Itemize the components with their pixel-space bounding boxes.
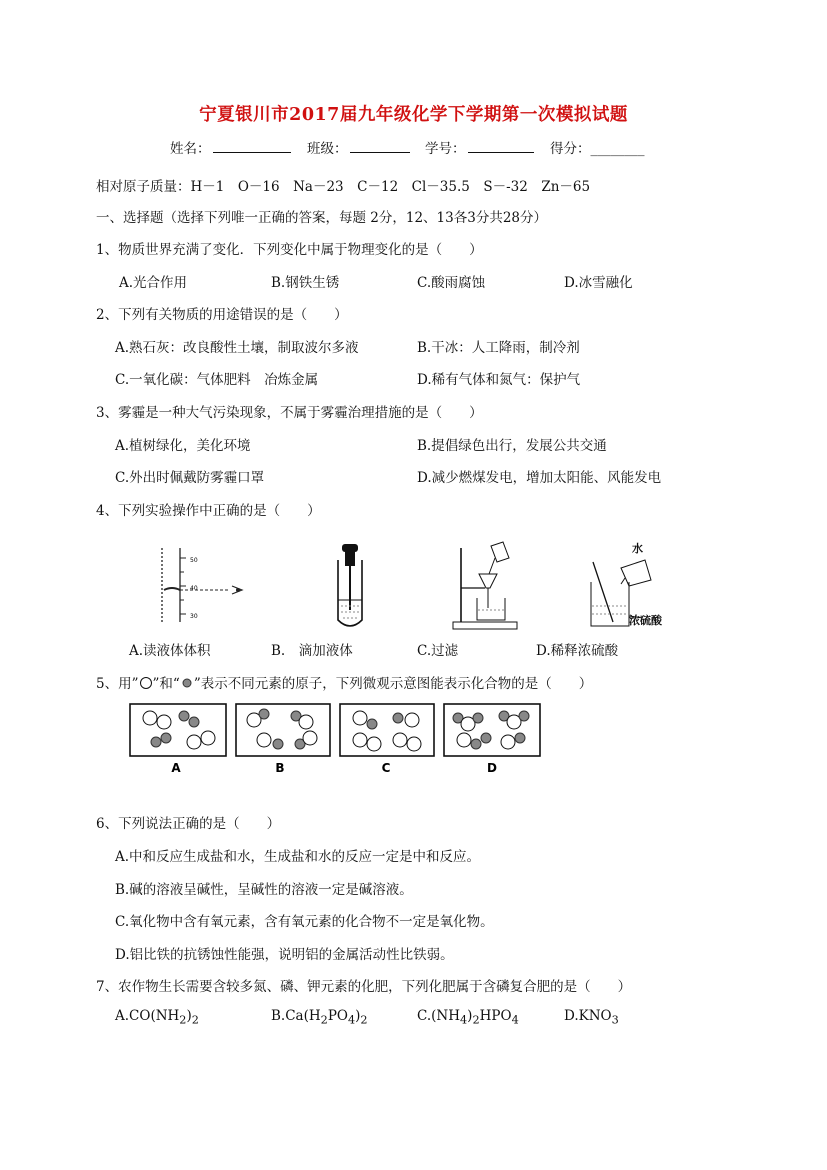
dropper-bulb-icon	[342, 544, 358, 552]
score-field: 得分：________	[550, 141, 645, 157]
question-6-stem: 6、下列说法正确的是（ ）	[96, 816, 281, 832]
class-field	[307, 137, 410, 157]
q7-b-sub-3: 2	[360, 1013, 368, 1027]
q7-a-sub-2: 2	[191, 1013, 199, 1027]
q7-b-text-2: PO	[327, 1008, 348, 1024]
question-1-stem: 1、物质世界充满了变化．下列变化中属于物理变化的是（ ）	[96, 242, 483, 258]
q7-c-text-3: HPO	[479, 1008, 512, 1024]
question-2-stem: 2、下列有关物质的用途错误的是（ ）	[96, 307, 348, 323]
q7-a-sub: 2	[179, 1013, 187, 1027]
question-7-stem: 7、农作物生长需要含较多氮、磷、钾元素的化肥，下列化肥属于含磷复合肥的是（ ）	[96, 979, 632, 995]
q1-option-b: B.钢铁生锈	[271, 275, 340, 291]
q2-option-b: B.干冰：人工降雨，制冷剂	[417, 340, 580, 356]
q7-option-b	[271, 1008, 368, 1027]
q6-option-d: D.铝比铁的抗锈蚀性能强，说明铝的金属活动性比铁弱。	[115, 947, 454, 963]
q4-option-b: B. 滴加液体	[271, 643, 353, 659]
name-blank	[213, 138, 291, 153]
q1-option-a: A.光合作用	[119, 275, 188, 291]
q2-option-c: C.一氧化碳：气体肥料 冶炼金属	[115, 372, 319, 388]
diagram-c	[340, 704, 434, 756]
tick-label-30: 30	[190, 613, 198, 620]
q7-b-text-3: )	[355, 1008, 361, 1024]
q3-option-b: B.提倡绿色出行，发展公共交通	[417, 438, 607, 454]
q2-option-a: A.熟石灰：改良酸性土壤，制取波尔多液	[115, 340, 359, 356]
q6-option-c: C.氧化物中含有氧元素，含有氧元素的化合物不一定是氧化物。	[115, 914, 494, 930]
diagram-a	[130, 704, 226, 756]
acid-label: 浓硫酸	[629, 614, 662, 627]
q1-option-c: C.酸雨腐蚀	[417, 275, 486, 291]
q7-b-text: B.Ca(H	[271, 1008, 321, 1024]
diagram-label-c: C	[381, 761, 391, 775]
q7-b-sub-2: 4	[347, 1013, 356, 1027]
q7-b-sub: 2	[320, 1013, 328, 1027]
q3-option-d: D.减少燃煤发电，增加太阳能、风能发电	[417, 470, 662, 486]
name-field	[170, 137, 291, 157]
atomic-mass-line: 相对原子质量：H－1 O－16 Na－23 C－12 Cl－35.5 S－-32 Zn－65	[96, 179, 591, 195]
q7-option-d	[564, 1008, 619, 1027]
q7-c-sub-2: 2	[472, 1013, 480, 1027]
diagram-label-d: D	[487, 761, 497, 775]
id-blank	[468, 138, 534, 153]
class-label: 班级：	[307, 141, 348, 157]
reading-volume-figure	[150, 540, 270, 630]
q5-stem-mid: ”和“	[152, 676, 180, 692]
question-4-stem: 4、下列实验操作中正确的是（ ）	[96, 503, 321, 519]
q7-c-sub: 4	[460, 1013, 468, 1027]
q6-option-a: A.中和反应生成盐和水，生成盐和水的反应一定是中和反应。	[115, 849, 481, 865]
grey-atom-icon	[180, 676, 194, 690]
molecule-diagrams	[128, 700, 548, 778]
q7-a-text: A.CO(NH	[115, 1008, 180, 1024]
diagram-label-b: B	[275, 761, 285, 775]
q7-a-text-2: )	[186, 1008, 192, 1024]
dilution-figure	[585, 538, 695, 633]
filtration-figure	[445, 538, 525, 633]
q7-option-a	[115, 1008, 199, 1027]
dropper-test-tube-figure	[325, 540, 375, 632]
q3-option-a: A.植树绿化，美化环境	[115, 438, 251, 454]
id-label: 学号：	[425, 141, 466, 157]
q7-d-sub: 3	[611, 1013, 619, 1027]
glass-rod-icon	[593, 562, 613, 622]
q7-c-text-2: )	[467, 1008, 473, 1024]
q5-stem-post: ”表示不同元素的原子，下列微观示意图能表示化合物的是（ ）	[193, 676, 593, 692]
q1-option-d: D.冰雪融化	[564, 275, 633, 291]
q3-option-c: C.外出时佩戴防雾霾口罩	[115, 470, 265, 486]
beaker-icon	[477, 598, 505, 620]
q7-c-sub-3: 4	[511, 1013, 519, 1027]
section-heading: 一、选择题（选择下列唯一正确的答案，每题 2分，12、13各3分共28分）	[96, 210, 548, 226]
diagram-b	[236, 704, 330, 756]
tick-label-40: 40	[190, 585, 198, 592]
q2-option-d: D.稀有气体和氮气：保护气	[417, 372, 581, 388]
q7-option-c	[417, 1008, 519, 1027]
q7-c-text: C.(NH	[417, 1008, 460, 1024]
id-field	[425, 137, 534, 157]
tick-label-50: 50	[190, 557, 198, 564]
page-title: 宁夏银川市2017届九年级化学下学期第一次模拟试题	[199, 105, 628, 125]
question-3-stem: 3、雾霾是一种大气污染现象，不属于雾霾治理措施的是（ ）	[96, 405, 483, 421]
q4-option-d: D.稀释浓硫酸	[536, 643, 619, 659]
diagram-label-a: A	[171, 761, 181, 775]
pouring-beaker-icon	[621, 560, 651, 586]
q6-option-b: B.碱的溶液呈碱性，呈碱性的溶液一定是碱溶液。	[115, 882, 413, 898]
water-label: 水	[632, 542, 643, 555]
q7-d-text: D.KNO	[564, 1008, 612, 1024]
name-label: 姓名：	[170, 141, 211, 157]
question-5-stem	[96, 672, 592, 692]
q4-option-a: A.读液体体积	[129, 643, 211, 659]
q4-option-c: C.过滤	[417, 643, 459, 659]
diagram-d	[444, 704, 540, 756]
funnel-icon	[479, 574, 497, 588]
class-blank	[350, 138, 410, 153]
white-atom-icon	[139, 676, 153, 690]
q5-stem-pre: 5、用”	[96, 676, 139, 692]
